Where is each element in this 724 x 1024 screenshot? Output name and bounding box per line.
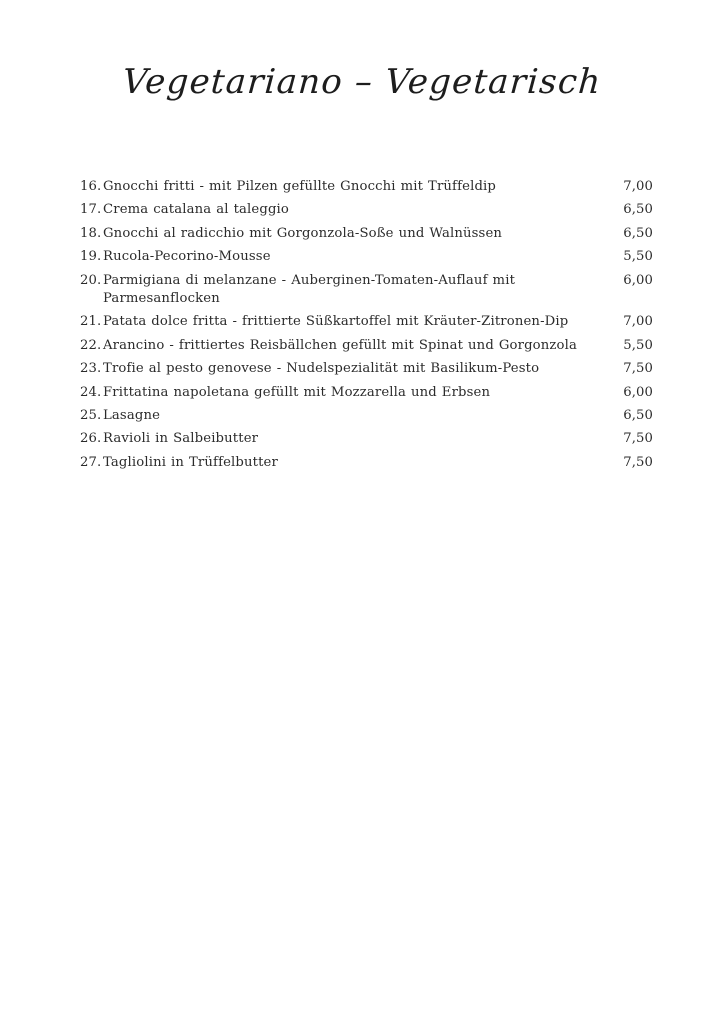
menu-item-name: Rucola-Pecorino-Mousse (103, 249, 271, 265)
menu-item-name: Patata dolce fritta - frittierte Süßkartoffel mit Kräuter-Zitronen-Dip (103, 314, 569, 330)
menu-item-price: 7,50 (623, 431, 653, 447)
menu-item-price: 7,00 (623, 179, 653, 194)
menu-item (80, 360, 653, 378)
menu-item-name: Gnocchi al radicchio mit Gorgonzola-Soße und Walnüssen (103, 225, 503, 241)
menu-item (80, 225, 653, 243)
menu-item-number: 20. (80, 272, 102, 288)
menu-item-price: 7,50 (623, 361, 653, 377)
menu-item (80, 407, 653, 425)
menu-item-price: 7,00 (623, 314, 653, 330)
menu-item-list (80, 178, 653, 477)
menu-item (80, 384, 653, 402)
menu-item (80, 313, 653, 331)
menu-item-name: Arancino - frittiertes Reisbällchen gefüllt mit Spinat und Gorgonzola (103, 337, 577, 353)
menu-item-name: Tagliolini in Trüffelbutter (103, 454, 278, 470)
menu-item-main (80, 360, 596, 378)
menu-item-main (80, 272, 596, 309)
menu-item-number: 19. (80, 249, 102, 265)
menu-item (80, 272, 653, 309)
menu-item-number: 23. (80, 361, 102, 377)
menu-item-main (80, 337, 596, 355)
menu-item-price: 6,00 (623, 384, 653, 400)
menu-item-number: 24. (80, 384, 102, 400)
menu-item-main (80, 407, 596, 425)
menu-item-price: 6,00 (623, 272, 653, 288)
menu-item-price: 5,50 (623, 249, 653, 265)
menu-item-main (80, 225, 596, 243)
menu-item (80, 430, 653, 448)
menu-item-number: 25. (80, 408, 102, 424)
menu-item-main (80, 384, 596, 402)
menu-item (80, 337, 653, 355)
menu-item-price: 5,50 (623, 337, 653, 353)
menu-item (80, 178, 653, 196)
menu-item-main (80, 178, 596, 196)
menu-item-number: 27. (80, 454, 102, 470)
menu-item-name: Lasagne (103, 408, 161, 424)
page-title: Vegetariano – Vegetarisch (121, 62, 603, 102)
menu-item-name: Crema catalana al taleggio (103, 202, 289, 218)
menu-item-name: Trofie al pesto genovese - Nudelspezialität mit Basilikum-Pesto (103, 361, 540, 377)
menu-item-main (80, 430, 596, 448)
menu-item (80, 248, 653, 266)
menu-item-main (80, 201, 596, 219)
menu-item-name: Parmigiana di melanzane - Auberginen-Tomaten-Auflauf mit Parmesanflocken (103, 272, 516, 307)
menu-item-number: 21. (80, 314, 102, 330)
menu-item-price: 6,50 (623, 225, 653, 241)
menu-item-main (80, 248, 596, 266)
menu-item-price: 6,50 (623, 202, 653, 218)
menu-item-number: 22. (80, 337, 102, 353)
menu-item-name: Frittatina napoletana gefüllt mit Mozzarella und Erbsen (103, 384, 491, 400)
menu-item-price: 7,50 (623, 454, 653, 470)
menu-item-number: 16. (80, 179, 102, 194)
menu-item-number: 18. (80, 225, 102, 241)
menu-item-name: Gnocchi fritti - mit Pilzen gefüllte Gnocchi mit Trüffeldip (103, 179, 496, 194)
menu-item-main (80, 454, 596, 472)
menu-item-main (80, 313, 596, 331)
menu-item-number: 17. (80, 202, 102, 218)
menu-item (80, 454, 653, 472)
menu-item-price: 6,50 (623, 408, 653, 424)
menu-item-number: 26. (80, 431, 102, 447)
menu-item-name: Ravioli in Salbeibutter (103, 431, 259, 447)
menu-item (80, 201, 653, 219)
